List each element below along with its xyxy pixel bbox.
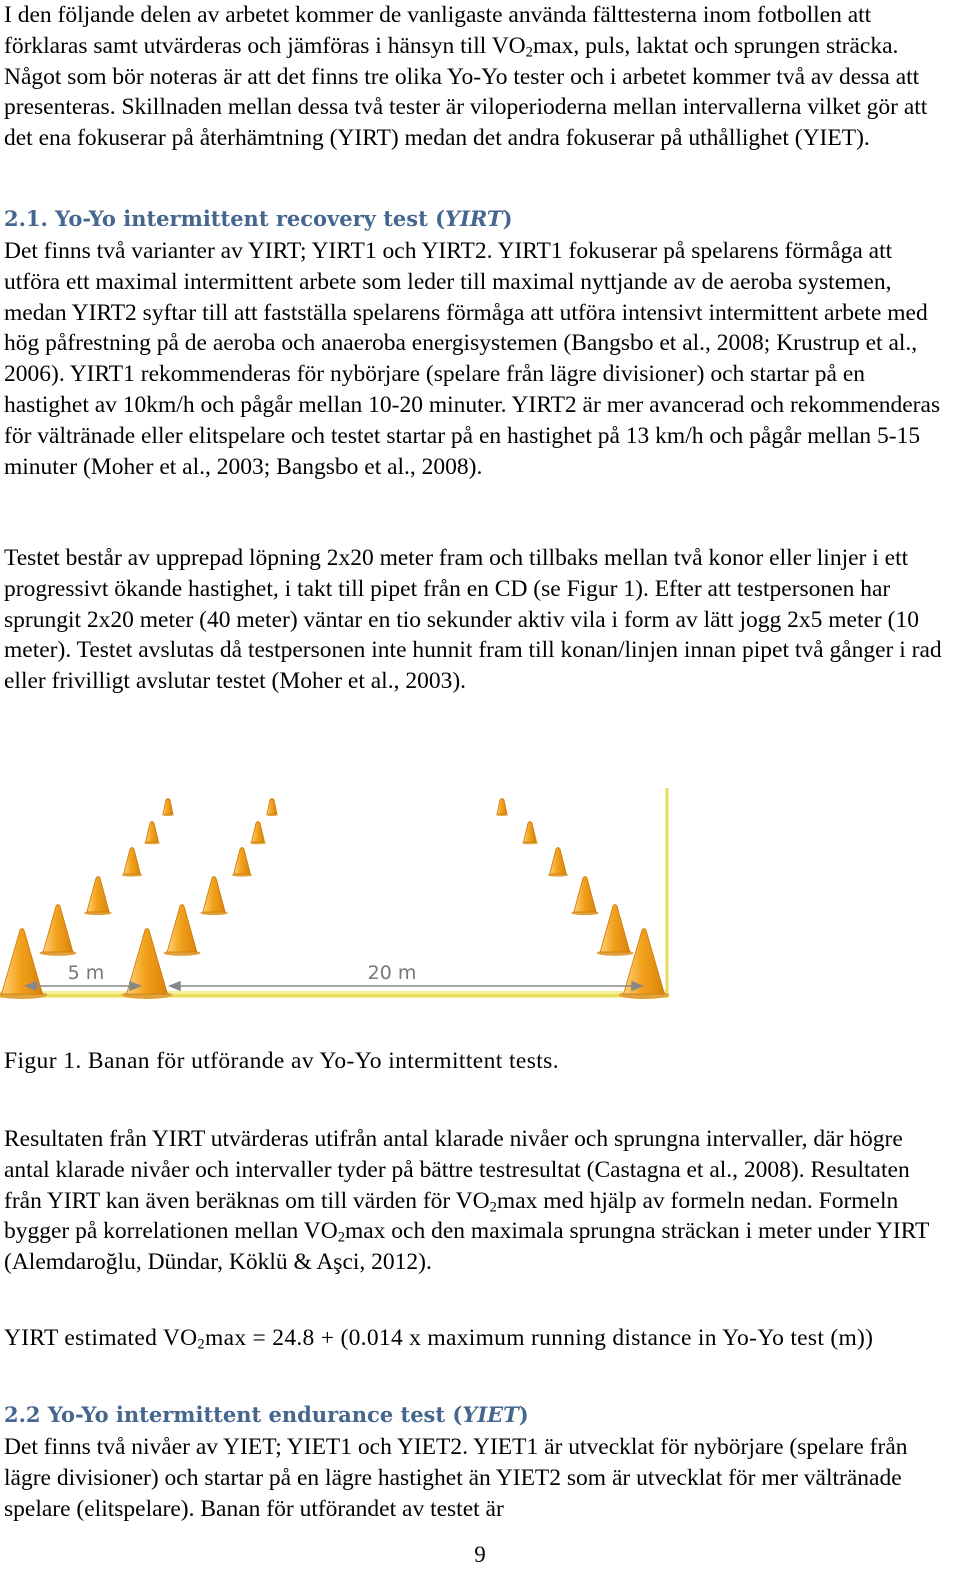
cone xyxy=(496,799,508,816)
subscript: 2 xyxy=(525,44,533,61)
cone xyxy=(266,799,278,816)
cone xyxy=(571,877,599,916)
ground-stripe xyxy=(0,994,668,997)
formula-text-a: YIRT estimated VO xyxy=(4,1325,198,1351)
cone-body xyxy=(234,848,251,875)
subscript: 2 xyxy=(197,1336,206,1353)
heading-abbr: YIET xyxy=(462,1402,519,1427)
results-text-a: Resultaten från YIRT utvärderas utifrån antal klarade nivåer och sprungna intervaller, där högre antal klarade nivåer och intervaller tyder på bättre testresultat (Castagna et al., 2008). Resultaten från YIRT kan även beräknas om till värden för VO xyxy=(4,1126,910,1214)
cone-body xyxy=(124,848,141,875)
cone xyxy=(162,799,174,816)
cone xyxy=(144,822,160,845)
results-text-b: max med hjälp av formeln nedan. Formeln bygger på korrelationen mellan VO xyxy=(4,1187,899,1245)
cone-body xyxy=(251,822,264,843)
results-text-c: max och den maximala sprungna sträckan i meter under YIRT (Alemdaroğlu, Dündar, Köklü & Aşci, 2012). xyxy=(4,1218,929,1276)
cone-body xyxy=(87,877,109,913)
heading-text: 2.1. Yo-Yo intermittent recovery test ( xyxy=(4,206,446,231)
label-20m: 20 m xyxy=(367,962,417,984)
subscript: 2 xyxy=(337,1230,345,1247)
cone-body xyxy=(163,799,173,815)
cone-body xyxy=(43,905,73,953)
cone-body xyxy=(523,822,536,843)
section-heading-yirt xyxy=(4,205,513,233)
cone-body xyxy=(574,877,596,913)
cone xyxy=(522,822,538,845)
cone-body xyxy=(550,848,567,875)
vo2max-formula xyxy=(4,1323,924,1354)
cone-body xyxy=(497,799,507,815)
cone xyxy=(232,848,253,877)
yirt-paragraph-2: Testet består av upprepad löpning 2x20 meter fram och tillbaks mellan två konor eller linjer i ett progressivt ökande hastighet, i takt till pipet från en CD (se Figur 1). Efter att testpersonen har sprungit 2x20 meter (40 meter) väntar en tio sekunder aktiv vila i form av lätt jogg 2x5 meter (10 meter). Testet avslutas då testpersonen inte hunnit fram till konan/linjen innan pipet två gånger i rad eller frivilligt avslutar testet (Moher et al., 2003). xyxy=(4,545,942,695)
page-number: 9 xyxy=(474,1542,486,1567)
yirt-paragraph-1: Det finns två varianter av YIRT; YIRT1 och YIRT2. YIRT1 fokuserar på spelarens förmåga att utföra ett maximal intermittent arbete som leder till maximal nyttjande av de aeroba systemen, medan YIRT2 syftar till att fastställa spelarens förmåga att utföra intensivt intermittent arbete med hög påfrestning på de aeroba och anaeroba energisystemen (Bangsbo et al., 2008; Krustrup et al., 2006). YIRT1 rekommenderas för nybörjare (spelare från lägre divisioner) och startar på en hastighet av 10km/h och pågår mellan 10-20 minuter. YIRT2 är mer avancerad och rekommenderas för vältränade eller elitspelare och testet startar på en hastighet på 13 km/h och pågår mellan 5-15 minuter (Moher et al., 2003; Bangsbo et al., 2008). xyxy=(4,238,941,480)
cone-body xyxy=(167,905,197,953)
heading-suffix: ) xyxy=(518,1402,529,1427)
intro-text-a: I den följande delen av arbetet kommer de vanligaste använda fälttesterna inom fotbollen att förklaras samt utvärderas och jämföras i hänsyn till VO xyxy=(4,2,872,59)
cone xyxy=(40,905,77,956)
course-figure xyxy=(0,786,680,1026)
cone-body xyxy=(267,799,277,815)
cone xyxy=(84,877,112,916)
cone xyxy=(548,848,569,877)
heading-abbr: YIRT xyxy=(445,206,503,231)
formula-text-b: max = 24.8 + (0.014 x maximum running distance in Yo-Yo test (m)) xyxy=(205,1325,874,1351)
cone xyxy=(164,905,201,956)
cone xyxy=(122,848,143,877)
intro-paragraph xyxy=(4,0,950,154)
cone xyxy=(597,905,634,956)
cone xyxy=(0,929,47,999)
section-heading-yiet xyxy=(4,1401,529,1429)
subscript: 2 xyxy=(489,1199,497,1216)
cone-body xyxy=(624,929,665,995)
cone xyxy=(122,929,173,999)
cone-body xyxy=(203,877,225,913)
cone xyxy=(250,822,266,845)
figure-caption: Figur 1. Banan för utförande av Yo-Yo intermittent tests. xyxy=(4,1048,559,1074)
results-paragraph xyxy=(4,1124,950,1278)
label-5m: 5 m xyxy=(67,962,105,984)
cone xyxy=(200,877,228,916)
intro-text-b: max, puls, laktat och sprungen sträcka. Något som bör noteras är att det finns tre olika Yo-Yo tester och i arbetet kommer två av dessa att presenteras. Skillnaden mellan dessa två tester är viloperioderna mellan intervallerna vilket gör att det ena fokuserar på återhämtning (YIRT) medan det andra fokuserar på uthållighet (YIET). xyxy=(4,32,928,152)
cone-body xyxy=(145,822,158,843)
heading-text: 2.2 Yo-Yo intermittent endurance test ( xyxy=(4,1402,463,1427)
yiet-paragraph-1: Det finns två nivåer av YIET; YIET1 och YIET2. YIET1 är utvecklat för nybörjare (spelare från lägre divisioner) och startar på en lägre hastighet än YIET2 som är utvecklat för mer vältränade spelare (elitspelare). Banan för utförandet av testet är xyxy=(4,1434,908,1522)
cone-body xyxy=(600,905,630,953)
heading-suffix: ) xyxy=(502,206,513,231)
